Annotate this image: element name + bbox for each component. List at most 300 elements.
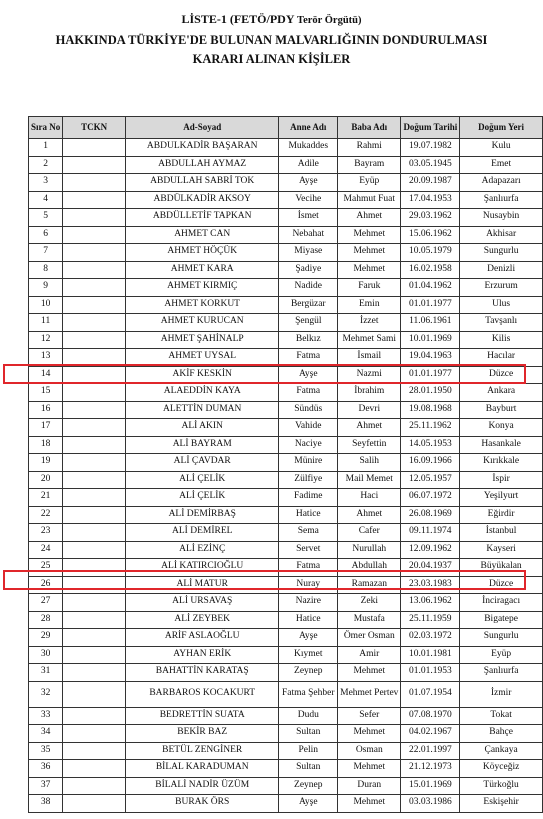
cell-no: 13 <box>29 349 63 367</box>
cell-birthplace: İzmir <box>460 681 543 707</box>
cell-mother: Vecihe <box>279 191 338 209</box>
table-row <box>29 576 543 594</box>
cell-no: 34 <box>29 725 63 743</box>
cell-birthplace: Bahçe <box>460 725 543 743</box>
table-row <box>29 226 543 244</box>
cell-father: İsmail <box>338 349 401 367</box>
cell-no: 25 <box>29 559 63 577</box>
cell-birthplace: Nusaybin <box>460 209 543 227</box>
table-row <box>29 174 543 192</box>
col-header-birthdate: Doğum Tarihi <box>401 117 460 139</box>
cell-birthdate: 28.01.1950 <box>401 384 460 402</box>
cell-birthplace: Emet <box>460 156 543 174</box>
cell-birthdate: 02.03.1972 <box>401 629 460 647</box>
cell-mother: Nazire <box>279 594 338 612</box>
table-row <box>29 349 543 367</box>
cell-birthdate: 19.08.1968 <box>401 401 460 419</box>
cell-name: AHMET KIRMIÇ <box>126 279 279 297</box>
cell-name: AHMET HÖÇÜK <box>126 244 279 262</box>
cell-mother: Fatma <box>279 559 338 577</box>
cell-father: Nazmi <box>338 366 401 384</box>
cell-mother: Nebahat <box>279 226 338 244</box>
cell-birthplace: Bayburt <box>460 401 543 419</box>
cell-tckn <box>63 384 126 402</box>
table-row <box>29 559 543 577</box>
table-row <box>29 331 543 349</box>
cell-name: BİLAL KARADUMAN <box>126 760 279 778</box>
cell-mother: Fatma Şehber <box>279 681 338 707</box>
col-header-birthplace: Doğum Yeri <box>460 117 543 139</box>
cell-name: BEKİR BAZ <box>126 725 279 743</box>
document-heading-line2: HAKKINDA TÜRKİYE'DE BULUNAN MALVARLIĞININ DONDURULMASI <box>55 33 488 47</box>
cell-name: ALİ AKIN <box>126 419 279 437</box>
table-row <box>29 419 543 437</box>
cell-mother: Fatma <box>279 384 338 402</box>
document-heading-line3: KARARI ALINAN KİŞİLER <box>192 52 351 66</box>
cell-no: 26 <box>29 576 63 594</box>
cell-birthplace: Tavşanlı <box>460 314 543 332</box>
document-title <box>0 12 543 27</box>
table-row <box>29 366 543 384</box>
cell-tckn <box>63 454 126 472</box>
cell-tckn <box>63 349 126 367</box>
cell-father: Nurullah <box>338 541 401 559</box>
cell-mother: Zülfiye <box>279 471 338 489</box>
cell-father: Devri <box>338 401 401 419</box>
cell-tckn <box>63 331 126 349</box>
cell-birthdate: 07.08.1970 <box>401 707 460 725</box>
cell-no: 4 <box>29 191 63 209</box>
cell-birthdate: 10.01.1969 <box>401 331 460 349</box>
cell-mother: Fatma <box>279 349 338 367</box>
cell-name: AKİF KESKİN <box>126 366 279 384</box>
cell-name: ABDULLAH SABRİ TOK <box>126 174 279 192</box>
cell-birthdate: 16.02.1958 <box>401 261 460 279</box>
cell-father: Mehmet <box>338 244 401 262</box>
cell-name: AHMET UYSAL <box>126 349 279 367</box>
title-subtitle: Terör Örgütü) <box>297 15 362 26</box>
table-row <box>29 314 543 332</box>
cell-mother: Zeynep <box>279 664 338 682</box>
cell-mother: Vahide <box>279 419 338 437</box>
title-main: LİSTE-1 (FETÖ/PDY <box>181 12 295 26</box>
cell-tckn <box>63 279 126 297</box>
col-header-mother: Anne Adı <box>279 117 338 139</box>
cell-no: 28 <box>29 611 63 629</box>
cell-tckn <box>63 646 126 664</box>
cell-birthdate: 15.01.1969 <box>401 777 460 795</box>
cell-mother: Şadiye <box>279 261 338 279</box>
table-row <box>29 279 543 297</box>
cell-father: Rahmi <box>338 139 401 157</box>
cell-father: Mustafa <box>338 611 401 629</box>
cell-mother: Ayşe <box>279 174 338 192</box>
cell-name: ALİ EZİNÇ <box>126 541 279 559</box>
table-row <box>29 454 543 472</box>
cell-no: 17 <box>29 419 63 437</box>
table-header-row <box>29 117 543 139</box>
cell-father: Haci <box>338 489 401 507</box>
cell-tckn <box>63 226 126 244</box>
cell-birthplace: Eyüp <box>460 646 543 664</box>
cell-tckn <box>63 760 126 778</box>
cell-tckn <box>63 314 126 332</box>
cell-mother: Adile <box>279 156 338 174</box>
cell-birthdate: 22.01.1997 <box>401 742 460 760</box>
table-row <box>29 244 543 262</box>
cell-birthdate: 20.04.1937 <box>401 559 460 577</box>
table-row <box>29 296 543 314</box>
cell-name: AHMET ŞAHİNALP <box>126 331 279 349</box>
cell-father: Mehmet <box>338 226 401 244</box>
cell-father: Mehmet <box>338 725 401 743</box>
cell-birthplace: İnciragacı <box>460 594 543 612</box>
cell-no: 38 <box>29 795 63 813</box>
cell-mother: Sultan <box>279 760 338 778</box>
cell-tckn <box>63 707 126 725</box>
cell-no: 20 <box>29 471 63 489</box>
cell-no: 30 <box>29 646 63 664</box>
cell-birthdate: 12.05.1957 <box>401 471 460 489</box>
cell-name: BİLALİ NADİR ÜZÜM <box>126 777 279 795</box>
cell-name: ALİ DEMİRBAŞ <box>126 506 279 524</box>
cell-father: Mehmet <box>338 261 401 279</box>
cell-birthplace: Hacılar <box>460 349 543 367</box>
cell-name: ALİ URSAVAŞ <box>126 594 279 612</box>
cell-birthplace: Kayseri <box>460 541 543 559</box>
cell-tckn <box>63 742 126 760</box>
cell-mother: Zeynep <box>279 777 338 795</box>
cell-tckn <box>63 401 126 419</box>
cell-father: Salih <box>338 454 401 472</box>
cell-birthplace: Denizli <box>460 261 543 279</box>
cell-father: Osman <box>338 742 401 760</box>
table-row <box>29 777 543 795</box>
cell-birthdate: 23.03.1983 <box>401 576 460 594</box>
cell-tckn <box>63 261 126 279</box>
cell-birthdate: 15.06.1962 <box>401 226 460 244</box>
cell-father: Zeki <box>338 594 401 612</box>
asset-freeze-table <box>28 116 543 813</box>
cell-mother: Ayşe <box>279 629 338 647</box>
cell-birthdate: 04.02.1967 <box>401 725 460 743</box>
cell-father: Mail Memet <box>338 471 401 489</box>
cell-birthplace: Düzce <box>460 576 543 594</box>
cell-birthplace: Sungurlu <box>460 244 543 262</box>
cell-birthplace: Sungurlu <box>460 629 543 647</box>
cell-father: İbrahim <box>338 384 401 402</box>
table-row <box>29 725 543 743</box>
cell-mother: Sündüs <box>279 401 338 419</box>
cell-no: 15 <box>29 384 63 402</box>
cell-birthdate: 20.09.1987 <box>401 174 460 192</box>
cell-tckn <box>63 174 126 192</box>
cell-tckn <box>63 681 126 707</box>
cell-birthplace: Büyükalan <box>460 559 543 577</box>
cell-birthdate: 21.12.1973 <box>401 760 460 778</box>
table-row <box>29 707 543 725</box>
cell-no: 18 <box>29 436 63 454</box>
table-row <box>29 681 543 707</box>
cell-tckn <box>63 191 126 209</box>
cell-tckn <box>63 419 126 437</box>
cell-no: 27 <box>29 594 63 612</box>
cell-birthdate: 25.11.1962 <box>401 419 460 437</box>
cell-birthdate: 13.06.1962 <box>401 594 460 612</box>
cell-name: AHMET KARA <box>126 261 279 279</box>
table-row <box>29 471 543 489</box>
cell-father: Sefer <box>338 707 401 725</box>
cell-birthplace: Düzce <box>460 366 543 384</box>
table-row <box>29 524 543 542</box>
table-row <box>29 611 543 629</box>
cell-birthplace: Tokat <box>460 707 543 725</box>
cell-father: Bayram <box>338 156 401 174</box>
cell-birthdate: 03.05.1945 <box>401 156 460 174</box>
cell-tckn <box>63 489 126 507</box>
cell-name: BEDRETTİN SUATA <box>126 707 279 725</box>
cell-father: Abdullah <box>338 559 401 577</box>
cell-father: Emin <box>338 296 401 314</box>
cell-tckn <box>63 725 126 743</box>
cell-name: ALİ MATUR <box>126 576 279 594</box>
cell-mother: Sultan <box>279 725 338 743</box>
table-row <box>29 401 543 419</box>
cell-birthplace: Eğirdir <box>460 506 543 524</box>
cell-birthplace: İstanbul <box>460 524 543 542</box>
cell-birthdate: 25.11.1959 <box>401 611 460 629</box>
table-row <box>29 646 543 664</box>
cell-tckn <box>63 664 126 682</box>
table-row <box>29 384 543 402</box>
cell-no: 35 <box>29 742 63 760</box>
cell-birthdate: 01.01.1977 <box>401 296 460 314</box>
cell-no: 24 <box>29 541 63 559</box>
cell-father: Mehmet Pertev <box>338 681 401 707</box>
cell-name: BURAK ÖRS <box>126 795 279 813</box>
cell-name: ALİ ÇELİK <box>126 489 279 507</box>
cell-tckn <box>63 209 126 227</box>
table-row <box>29 742 543 760</box>
cell-tckn <box>63 594 126 612</box>
cell-birthplace: Kulu <box>460 139 543 157</box>
table-row <box>29 436 543 454</box>
cell-name: ALİ ÇELİK <box>126 471 279 489</box>
cell-mother: Pelin <box>279 742 338 760</box>
cell-birthplace: Konya <box>460 419 543 437</box>
table-row <box>29 506 543 524</box>
cell-no: 7 <box>29 244 63 262</box>
cell-no: 32 <box>29 681 63 707</box>
cell-mother: Dudu <box>279 707 338 725</box>
cell-birthdate: 10.05.1979 <box>401 244 460 262</box>
cell-tckn <box>63 524 126 542</box>
cell-mother: İsmet <box>279 209 338 227</box>
cell-no: 36 <box>29 760 63 778</box>
cell-name: ALİ KATIRCIOĞLU <box>126 559 279 577</box>
cell-tckn <box>63 244 126 262</box>
cell-no: 9 <box>29 279 63 297</box>
cell-no: 14 <box>29 366 63 384</box>
cell-name: ALAEDDİN KAYA <box>126 384 279 402</box>
cell-mother: Servet <box>279 541 338 559</box>
cell-birthplace: Eskişehir <box>460 795 543 813</box>
cell-tckn <box>63 296 126 314</box>
cell-birthdate: 16.09.1966 <box>401 454 460 472</box>
cell-birthplace: Şanlıurfa <box>460 191 543 209</box>
cell-tckn <box>63 611 126 629</box>
cell-no: 23 <box>29 524 63 542</box>
cell-name: BAHATTİN KARATAŞ <box>126 664 279 682</box>
cell-tckn <box>63 795 126 813</box>
cell-mother: Sema <box>279 524 338 542</box>
cell-no: 31 <box>29 664 63 682</box>
table-row <box>29 209 543 227</box>
cell-mother: Hatice <box>279 506 338 524</box>
table-row <box>29 760 543 778</box>
cell-father: Mehmet <box>338 795 401 813</box>
table-row <box>29 156 543 174</box>
cell-father: Amir <box>338 646 401 664</box>
cell-birthdate: 01.01.1977 <box>401 366 460 384</box>
cell-tckn <box>63 436 126 454</box>
cell-birthplace: Kilis <box>460 331 543 349</box>
cell-mother: Münire <box>279 454 338 472</box>
cell-name: ARİF ASLAOĞLU <box>126 629 279 647</box>
col-header-name: Ad-Soyad <box>126 117 279 139</box>
cell-no: 5 <box>29 209 63 227</box>
cell-birthdate: 09.11.1974 <box>401 524 460 542</box>
cell-father: Faruk <box>338 279 401 297</box>
cell-mother: Fadime <box>279 489 338 507</box>
cell-tckn <box>63 506 126 524</box>
cell-birthplace: Yeşilyurt <box>460 489 543 507</box>
cell-father: Cafer <box>338 524 401 542</box>
cell-tckn <box>63 777 126 795</box>
cell-tckn <box>63 139 126 157</box>
cell-birthplace: Çankaya <box>460 742 543 760</box>
cell-birthdate: 06.07.1972 <box>401 489 460 507</box>
cell-birthplace: Ulus <box>460 296 543 314</box>
cell-father: Eyüp <box>338 174 401 192</box>
cell-name: BETÜL ZENGİNER <box>126 742 279 760</box>
cell-no: 8 <box>29 261 63 279</box>
cell-name: ALİ DEMİREL <box>126 524 279 542</box>
table-row <box>29 489 543 507</box>
cell-tckn <box>63 576 126 594</box>
table-row <box>29 664 543 682</box>
table-row <box>29 191 543 209</box>
cell-birthdate: 19.07.1982 <box>401 139 460 157</box>
cell-no: 10 <box>29 296 63 314</box>
cell-father: Ramazan <box>338 576 401 594</box>
cell-mother: Ayşe <box>279 795 338 813</box>
cell-birthplace: Kırıkkale <box>460 454 543 472</box>
cell-mother: Naciye <box>279 436 338 454</box>
cell-no: 3 <box>29 174 63 192</box>
table-body <box>29 139 543 813</box>
cell-name: AHMET KORKUT <box>126 296 279 314</box>
cell-name: ALİ ZEYBEK <box>126 611 279 629</box>
cell-no: 16 <box>29 401 63 419</box>
cell-mother: Miyase <box>279 244 338 262</box>
cell-name: BARBAROS KOCAKURT <box>126 681 279 707</box>
cell-birthplace: Şanlıurfa <box>460 664 543 682</box>
cell-name: AHMET KURUCAN <box>126 314 279 332</box>
cell-birthplace: Erzurum <box>460 279 543 297</box>
cell-no: 1 <box>29 139 63 157</box>
cell-birthdate: 14.05.1953 <box>401 436 460 454</box>
cell-tckn <box>63 156 126 174</box>
cell-name: ABDÜLLETİF TAPKAN <box>126 209 279 227</box>
cell-birthdate: 29.03.1962 <box>401 209 460 227</box>
cell-no: 11 <box>29 314 63 332</box>
cell-name: ABDÜLKADİR AKSOY <box>126 191 279 209</box>
cell-no: 37 <box>29 777 63 795</box>
cell-no: 22 <box>29 506 63 524</box>
cell-birthdate: 03.03.1986 <box>401 795 460 813</box>
cell-mother: Belkız <box>279 331 338 349</box>
cell-tckn <box>63 629 126 647</box>
cell-birthdate: 26.08.1969 <box>401 506 460 524</box>
cell-birthplace: Akhisar <box>460 226 543 244</box>
cell-birthdate: 17.04.1953 <box>401 191 460 209</box>
cell-tckn <box>63 541 126 559</box>
cell-name: AYHAN ERİK <box>126 646 279 664</box>
cell-birthplace: İspir <box>460 471 543 489</box>
cell-mother: Ayşe <box>279 366 338 384</box>
cell-birthdate: 01.07.1954 <box>401 681 460 707</box>
cell-father: Ömer Osman <box>338 629 401 647</box>
cell-no: 6 <box>29 226 63 244</box>
cell-father: Mehmet Sami <box>338 331 401 349</box>
table-row <box>29 795 543 813</box>
cell-no: 33 <box>29 707 63 725</box>
cell-name: ALETTİN DUMAN <box>126 401 279 419</box>
cell-mother: Hatice <box>279 611 338 629</box>
cell-mother: Şengül <box>279 314 338 332</box>
cell-no: 29 <box>29 629 63 647</box>
cell-no: 12 <box>29 331 63 349</box>
cell-father: Ahmet <box>338 209 401 227</box>
cell-father: Ahmet <box>338 506 401 524</box>
cell-mother: Kıymet <box>279 646 338 664</box>
cell-birthplace: Hasankale <box>460 436 543 454</box>
table-row <box>29 139 543 157</box>
table-row <box>29 261 543 279</box>
cell-birthplace: Ankara <box>460 384 543 402</box>
cell-tckn <box>63 366 126 384</box>
cell-name: ALİ BAYRAM <box>126 436 279 454</box>
cell-tckn <box>63 471 126 489</box>
cell-name: ABDULKADİR BAŞARAN <box>126 139 279 157</box>
cell-father: Mehmet <box>338 760 401 778</box>
cell-father: Mahmut Fuat <box>338 191 401 209</box>
col-header-tckn: TCKN <box>63 117 126 139</box>
cell-birthplace: Türkoğlu <box>460 777 543 795</box>
table-row <box>29 541 543 559</box>
cell-mother: Bergüzar <box>279 296 338 314</box>
col-header-no: Sıra No <box>29 117 63 139</box>
cell-mother: Nadide <box>279 279 338 297</box>
cell-birthdate: 01.04.1962 <box>401 279 460 297</box>
cell-no: 21 <box>29 489 63 507</box>
cell-father: Mehmet <box>338 664 401 682</box>
cell-tckn <box>63 559 126 577</box>
cell-birthdate: 19.04.1963 <box>401 349 460 367</box>
cell-name: AHMET CAN <box>126 226 279 244</box>
cell-birthdate: 12.09.1962 <box>401 541 460 559</box>
